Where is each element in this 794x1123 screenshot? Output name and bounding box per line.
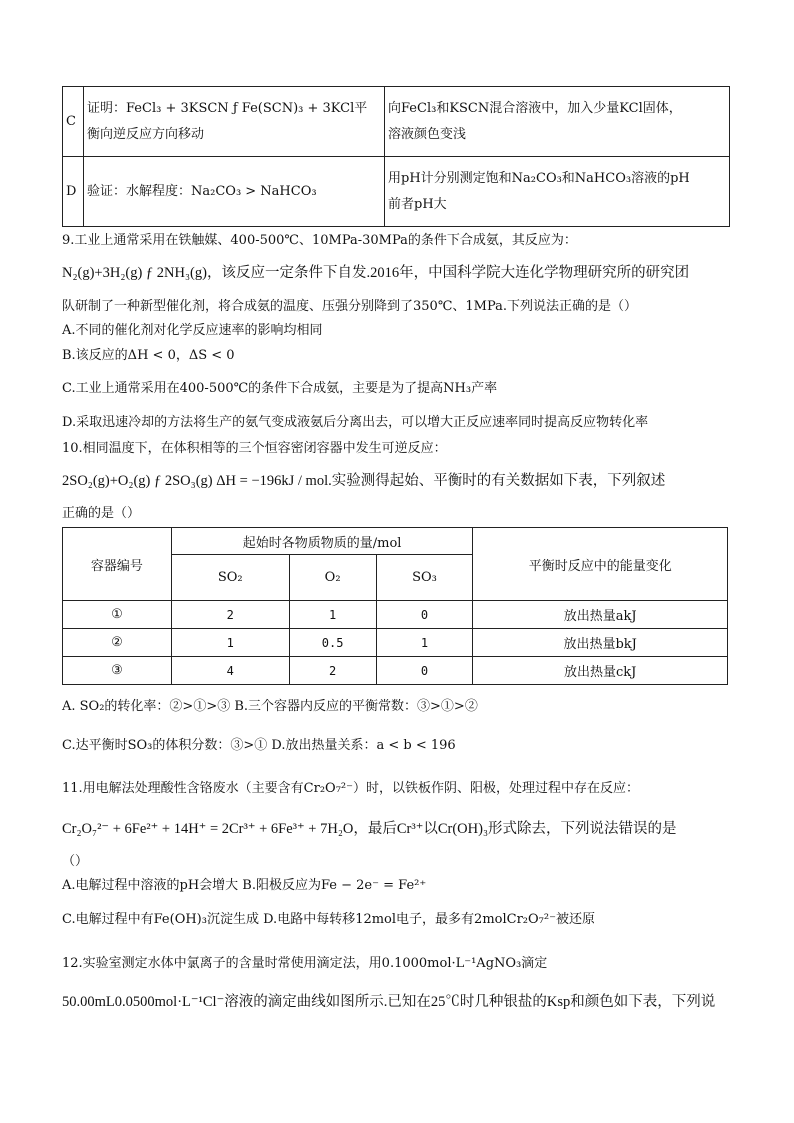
cell-so3: 0: [376, 657, 473, 685]
table-header-row: [63, 528, 728, 555]
claim-line: 衡向逆反应方向移动: [87, 126, 205, 142]
cell-so3: 0: [376, 601, 473, 629]
claim-line: 验证：水解程度：Na₂CO₃ > NaHCO₃: [87, 183, 317, 199]
option-claim: [84, 157, 385, 227]
method-line: 溶液颜色变浅: [388, 126, 467, 142]
header-energy-change: 平衡时反应中的能量变化: [473, 528, 728, 601]
option-id: C: [63, 87, 84, 157]
q10-stem: 2SO₂(g)+O₂(g) ƒ 2SO₃(g) ΔH = −196kJ / mol.实验测得起始、平衡时的有关数据如下表，下列叙述: [62, 473, 666, 489]
q9-option-c: C.工业上通常采用在400-500℃的条件下合成氨，主要是为了提高NH₃产率: [62, 381, 498, 396]
q9-option-d: D.采取迅速冷却的方法将生产的氨气变成液氨后分离出去，可以增大正反应速率同时提高反应物转化率: [62, 415, 649, 430]
cell-o2: 2: [289, 657, 376, 685]
col-o2: O₂: [289, 555, 376, 601]
q11-stem: （）: [62, 854, 89, 869]
cell-energy: 放出热量bkJ: [473, 629, 728, 657]
q9-stem: 队研制了一种新型催化剂，将合成氨的温度、压强分别降到了350℃、1MPa.下列说法正确的是（）: [62, 299, 637, 314]
q9-option-a: A.不同的催化剂对化学反应速率的影响均相同: [62, 323, 323, 338]
cell-energy: 放出热量ckJ: [473, 657, 728, 685]
table-row: [63, 157, 730, 227]
q11-options-cd: C.电解过程中有Fe(OH)₃沉淀生成 D.电路中每转移12mol电子，最多有2molCr₂O₇²⁻被还原: [62, 912, 595, 927]
q9-stem: 9.工业上通常采用在铁触媒、400-500℃、10MPa-30MPa的条件下合成氨，其反应为：: [62, 233, 577, 248]
cell-energy: 放出热量akJ: [473, 601, 728, 629]
q9-option-b: B.该反应的ΔH < 0，ΔS < 0: [62, 348, 235, 363]
q11-options-ab: A.电解过程中溶液的pH会增大 B.阳极反应为Fe − 2e⁻ = Fe²⁺: [62, 878, 427, 893]
q10-options-ab: A. SO₂的转化率：②>①>③ B.三个容器内反应的平衡常数：③>①>②: [62, 699, 478, 714]
option-id: D: [63, 157, 84, 227]
cell-so2: 2: [171, 601, 289, 629]
cell-no: ①: [63, 601, 172, 629]
header-initial-amount: 起始时各物质物质的量/mol: [171, 528, 473, 555]
table-row: [63, 87, 730, 157]
q10-stem: 正确的是（）: [62, 506, 141, 521]
q12-stem: 50.00mL0.0500mol·L⁻¹Cl⁻溶液的滴定曲线如图所示.已知在25℃时几种银盐的Ksp和颜色如下表，下列说: [62, 994, 716, 1010]
cell-no: ②: [63, 629, 172, 657]
header-container-no: 容器编号: [63, 528, 172, 601]
method-line: 用pH计分别测定饱和Na₂CO₃和NaHCO₃溶液的pH: [388, 170, 690, 186]
table-row: [63, 657, 728, 685]
q11-stem: Cr₂O₇²⁻ + 6Fe²⁺ + 14H⁺ = 2Cr³⁺ + 6Fe³⁺ + 7H₂O，最后Cr³⁺以Cr(OH)₃形式除去，下列说法错误的是: [62, 821, 677, 837]
q12-stem: 12.实验室测定水体中氯离子的含量时常使用滴定法，用0.1000mol·L⁻¹AgNO₃滴定: [62, 956, 548, 971]
option-method: [385, 87, 730, 157]
options-table: [62, 86, 730, 227]
cell-so2: 4: [171, 657, 289, 685]
option-method: [385, 157, 730, 227]
q10-options-cd: C.达平衡时SO₃的体积分数：③>① D.放出热量关系：a < b < 196: [62, 738, 456, 753]
col-so2: SO₂: [171, 555, 289, 601]
claim-line: 证明：FeCl₃ + 3KSCN ƒ Fe(SCN)₃ + 3KCl平: [87, 100, 368, 116]
cell-so3: 1: [376, 629, 473, 657]
table-row: [63, 629, 728, 657]
method-line: 前者pH大: [388, 196, 447, 212]
q10-stem: 10.相同温度下，在体积相等的三个恒容密闭容器中发生可逆反应：: [62, 441, 447, 456]
cell-o2: 1: [289, 601, 376, 629]
method-line: 向FeCl₃和KSCN混合溶液中，加入少量KCl固体，: [388, 100, 682, 116]
option-claim: [84, 87, 385, 157]
cell-so2: 1: [171, 629, 289, 657]
cell-no: ③: [63, 657, 172, 685]
cell-o2: 0.5: [289, 629, 376, 657]
q10-data-table: [62, 527, 728, 685]
col-so3: SO₃: [376, 555, 473, 601]
q11-stem: 11.用电解法处理酸性含铬废水（主要含有Cr₂O₇²⁻）时，以铁板作阴、阳极，处理过程中存在反应：: [62, 781, 639, 796]
table-row: [63, 601, 728, 629]
q9-stem: N₂(g)+3H₂(g) ƒ 2NH₃(g)，该反应一定条件下自发.2016年，中国科学院大连化学物理研究所的研究团: [62, 265, 690, 281]
